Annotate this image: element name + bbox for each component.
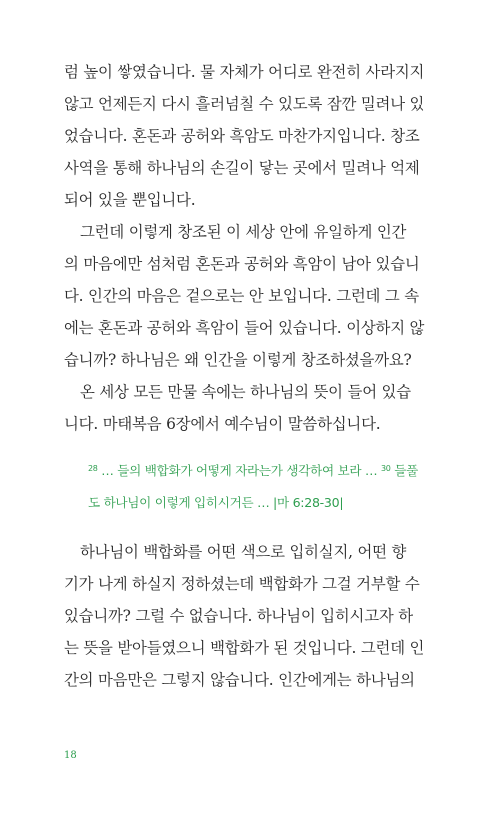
text-line: 되어 있을 뿐입니다.: [64, 191, 196, 209]
body-text-bottom: [64, 536, 436, 696]
verse-number: 30: [380, 464, 391, 473]
quote-line: [88, 452, 438, 486]
text-line: 그런데 이렇게 창조된 이 세상 안에 유일하게 인간: [80, 223, 407, 241]
verse-number: 28: [88, 464, 98, 473]
text-line: 하나님이 백합화를 어떤 색으로 입히실지, 어떤 향: [80, 543, 407, 561]
text-line: 온 세상 모든 만물 속에는 하나님의 뜻이 들어 있습: [80, 383, 411, 401]
text-line: 간의 마음만은 그렇지 않습니다. 인간에게는 하나님의: [64, 671, 415, 689]
text-line: 럼 높이 쌓였습니다. 물 자체가 어디로 완전히 사라지지: [64, 63, 425, 81]
text-line: 었습니다. 혼돈과 공허와 흑암도 마찬가지입니다. 창조: [64, 127, 420, 145]
text-line: 의 마음에만 섬처럼 혼돈과 공허와 흑암이 남아 있습니: [64, 255, 420, 273]
quote-text: 들풀: [390, 463, 418, 478]
page-number: 18: [64, 750, 77, 761]
quote-line: 도 하나님이 이렇게 입히시거든 … |마 6:28-30|: [88, 495, 344, 510]
text-line: 니다. 마태복음 6장에서 예수님이 말씀하십니다.: [64, 415, 381, 433]
text-line: 기가 나게 하실지 정하셨는데 백합화가 그걸 거부할 수: [64, 575, 420, 593]
text-line: 는 뜻을 받아들였으니 백합화가 된 것입니다. 그런데 인: [64, 639, 425, 657]
scripture-quote: [88, 452, 438, 520]
text-line: 있습니까? 그럴 수 없습니다. 하나님이 입히시고자 하: [64, 607, 413, 625]
body-text-top: [64, 56, 436, 440]
text-line: 습니까? 하나님은 왜 인간을 이렇게 창조하셨을까요?: [64, 351, 412, 369]
text-line: 다. 인간의 마음은 겉으로는 안 보입니다. 그런데 그 속: [64, 287, 419, 305]
text-line: 에는 혼돈과 공허와 흑암이 들어 있습니다. 이상하지 않: [64, 319, 425, 337]
text-line: 사역을 통해 하나님의 손길이 닿는 곳에서 밀려나 억제: [64, 159, 420, 177]
text-line: 않고 언제든지 다시 흘러넘칠 수 있도록 잠깐 밀려나 있: [64, 95, 425, 113]
quote-text: … 들의 백합화가 어떻게 자라는가 생각하여 보라 …: [97, 463, 381, 478]
